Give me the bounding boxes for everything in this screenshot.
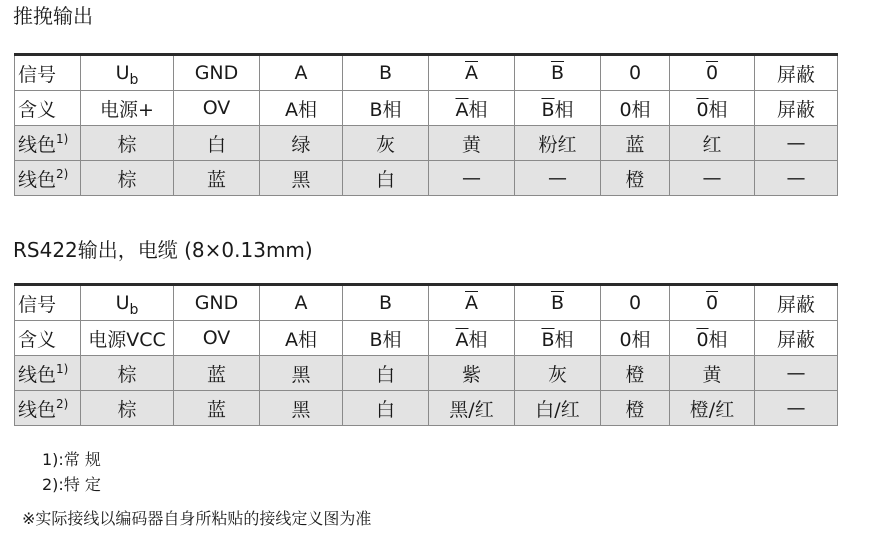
wiring-disclaimer: ※实际接线以编码器自身所粘贴的接线定义图为准 bbox=[22, 509, 372, 528]
table-cell bbox=[174, 285, 260, 321]
cell-text: A bbox=[294, 292, 308, 314]
footnote-marker: 2) bbox=[56, 166, 69, 181]
overlined-signal: $\overline{A}$ bbox=[455, 328, 469, 351]
cell-text: 线色 bbox=[18, 168, 57, 191]
table-cell bbox=[260, 391, 343, 426]
table-cell bbox=[670, 391, 755, 426]
cell-text: 含义 bbox=[18, 98, 57, 121]
footnote-standard: 1):常 规 bbox=[42, 450, 101, 469]
cell-text: 紫 bbox=[461, 363, 481, 386]
table-cell bbox=[429, 356, 515, 391]
cell-text: OV bbox=[202, 327, 231, 349]
table-cell bbox=[260, 91, 343, 126]
table-cell bbox=[81, 126, 174, 161]
table-cell bbox=[343, 391, 429, 426]
table-cell bbox=[515, 55, 601, 91]
table-cell bbox=[670, 161, 755, 196]
wiring-table-push-pull bbox=[14, 53, 838, 196]
table-cell bbox=[601, 126, 670, 161]
cell-text: 灰 bbox=[375, 133, 395, 156]
cell-text: 相 bbox=[554, 98, 574, 121]
cell-text: B相 bbox=[369, 98, 402, 121]
cell-text: 棕 bbox=[117, 363, 137, 386]
overlined-signal: $\overline{A}$ bbox=[455, 98, 469, 121]
row-label-cell bbox=[15, 391, 81, 426]
subscript: b bbox=[129, 302, 139, 318]
cell-text: 线色 bbox=[18, 133, 57, 156]
cell-text: — bbox=[548, 167, 567, 189]
cell-text: 黑/红 bbox=[449, 398, 494, 421]
table-cell bbox=[343, 285, 429, 321]
table-row bbox=[15, 126, 838, 161]
cell-text: 白 bbox=[206, 133, 226, 156]
cell-text: $\overline{B}$ bbox=[550, 292, 565, 314]
table-cell bbox=[601, 391, 670, 426]
table-row bbox=[15, 161, 838, 196]
table-cell bbox=[429, 55, 515, 91]
table-cell bbox=[515, 356, 601, 391]
cell-text: A bbox=[294, 62, 308, 84]
cell-text: 电源+ bbox=[100, 98, 154, 121]
table-cell bbox=[670, 321, 755, 356]
cell-text: 棕 bbox=[117, 398, 137, 421]
cell-text: 屏蔽 bbox=[776, 328, 815, 351]
table-cell bbox=[174, 91, 260, 126]
cell-text: 黑 bbox=[291, 398, 311, 421]
cell-text: 线色 bbox=[18, 398, 57, 421]
cell-text: — bbox=[462, 167, 481, 189]
table-cell bbox=[81, 285, 174, 321]
cell-text: 信号 bbox=[18, 293, 57, 316]
table-cell bbox=[429, 285, 515, 321]
cell-text: 粉红 bbox=[538, 133, 577, 156]
table-cell bbox=[260, 126, 343, 161]
table-cell bbox=[260, 356, 343, 391]
overlined-signal: $\overline{B}$ bbox=[541, 328, 555, 351]
cell-text: B相 bbox=[369, 328, 402, 351]
table-cell bbox=[429, 391, 515, 426]
row-label-cell bbox=[15, 126, 81, 161]
table-cell bbox=[601, 285, 670, 321]
table-cell bbox=[515, 161, 601, 196]
table-cell bbox=[174, 391, 260, 426]
table-cell bbox=[81, 161, 174, 196]
subscript: b bbox=[129, 72, 139, 88]
cell-text: 黑 bbox=[291, 168, 311, 191]
cell-text: 灰 bbox=[547, 363, 567, 386]
table-cell bbox=[343, 126, 429, 161]
row-label-cell bbox=[15, 321, 81, 356]
table-cell bbox=[601, 91, 670, 126]
table-cell bbox=[81, 391, 174, 426]
table-cell bbox=[429, 126, 515, 161]
cell-text: 0 bbox=[628, 292, 642, 314]
cell-text: 白 bbox=[375, 398, 395, 421]
overlined-signal: 0 bbox=[696, 98, 709, 121]
wiring-table-rs422 bbox=[14, 283, 838, 426]
table-cell bbox=[601, 55, 670, 91]
cell-text: — bbox=[786, 362, 806, 384]
cell-text: $\overline{A}$ bbox=[465, 292, 478, 314]
cell-text: 白 bbox=[375, 363, 395, 386]
table-header-row bbox=[15, 285, 838, 321]
table-cell bbox=[429, 161, 515, 196]
cell-text: 蓝 bbox=[206, 363, 226, 386]
table-cell bbox=[670, 55, 755, 91]
table-cell bbox=[81, 55, 174, 91]
table-cell bbox=[260, 321, 343, 356]
cell-text: 黑 bbox=[291, 363, 311, 386]
cell-text: 橙 bbox=[625, 168, 645, 191]
table-cell bbox=[81, 321, 174, 356]
cell-text: 含义 bbox=[18, 328, 57, 351]
table-cell bbox=[601, 161, 670, 196]
cell-text: A相 bbox=[285, 328, 317, 351]
cell-text: 线色 bbox=[18, 363, 57, 386]
table-cell bbox=[343, 161, 429, 196]
table-cell bbox=[174, 126, 260, 161]
cell-text: 相 bbox=[468, 98, 488, 121]
table-cell bbox=[755, 91, 838, 126]
table-row bbox=[15, 321, 838, 356]
cell-text: 屏蔽 bbox=[776, 293, 815, 316]
table-cell bbox=[601, 356, 670, 391]
table-cell bbox=[515, 126, 601, 161]
cell-text: 相 bbox=[468, 328, 488, 351]
table-header-row bbox=[15, 55, 838, 91]
cell-text: 橙/红 bbox=[689, 398, 735, 421]
cell-text: GND bbox=[194, 292, 239, 314]
cell-text: 0 bbox=[628, 62, 642, 84]
cell-text: 黄 bbox=[702, 363, 722, 386]
cell-text: — bbox=[786, 167, 806, 189]
cell-text: OV bbox=[202, 97, 231, 119]
cell-text: B bbox=[378, 62, 393, 84]
table-cell bbox=[755, 126, 838, 161]
table-cell bbox=[515, 285, 601, 321]
table-row bbox=[15, 91, 838, 126]
table-cell bbox=[260, 285, 343, 321]
cell-text: 黄 bbox=[461, 133, 481, 156]
footnote-marker: 1) bbox=[56, 361, 69, 376]
cell-text: GND bbox=[194, 62, 239, 84]
table-cell bbox=[755, 321, 838, 356]
table-cell bbox=[343, 55, 429, 91]
row-label-cell bbox=[15, 161, 81, 196]
cell-text: 0 bbox=[705, 62, 719, 84]
cell-text: B bbox=[378, 292, 393, 314]
cell-text: 绿 bbox=[291, 133, 311, 156]
table-cell bbox=[343, 321, 429, 356]
cell-text: A相 bbox=[285, 98, 317, 121]
overlined-signal: $\overline{B}$ bbox=[541, 98, 555, 121]
cell-text: U bbox=[115, 62, 130, 84]
cell-text: 屏蔽 bbox=[776, 98, 815, 121]
cell-text: 蓝 bbox=[625, 133, 645, 156]
section-title-rs422: RS422输出，电缆 (8×0.13mm) bbox=[13, 238, 313, 262]
table-cell bbox=[670, 356, 755, 391]
table-row bbox=[15, 356, 838, 391]
row-label-cell bbox=[15, 356, 81, 391]
cell-text: U bbox=[115, 292, 130, 314]
table-cell bbox=[601, 321, 670, 356]
table-cell bbox=[755, 356, 838, 391]
table-cell bbox=[755, 55, 838, 91]
table-cell bbox=[343, 91, 429, 126]
table-cell bbox=[515, 321, 601, 356]
cell-text: 相 bbox=[708, 98, 728, 121]
cell-text: $\overline{B}$ bbox=[550, 62, 565, 84]
table-cell bbox=[174, 55, 260, 91]
table-row bbox=[15, 391, 838, 426]
section-title-push-pull: 推挽输出 bbox=[13, 4, 93, 28]
cell-text: — bbox=[786, 132, 806, 154]
table-cell bbox=[343, 356, 429, 391]
row-label-cell bbox=[15, 55, 81, 91]
table-cell bbox=[81, 91, 174, 126]
cell-text: 蓝 bbox=[206, 168, 226, 191]
table-cell bbox=[515, 91, 601, 126]
cell-text: $\overline{A}$ bbox=[465, 62, 478, 84]
cell-text: 棕 bbox=[117, 168, 137, 191]
cell-text: 橙 bbox=[625, 363, 645, 386]
table-cell bbox=[260, 55, 343, 91]
table-cell bbox=[260, 161, 343, 196]
cell-text: 相 bbox=[708, 328, 728, 351]
cell-text: 屏蔽 bbox=[776, 63, 815, 86]
table-cell bbox=[429, 91, 515, 126]
table-cell bbox=[81, 356, 174, 391]
cell-text: — bbox=[786, 397, 806, 419]
table-cell bbox=[670, 285, 755, 321]
overlined-signal: 0 bbox=[696, 328, 709, 351]
table-cell bbox=[755, 285, 838, 321]
table-cell bbox=[174, 321, 260, 356]
footnote-marker: 1) bbox=[56, 131, 69, 146]
cell-text: 棕 bbox=[117, 133, 137, 156]
row-label-cell bbox=[15, 285, 81, 321]
cell-text: 蓝 bbox=[206, 398, 226, 421]
cell-text: 0相 bbox=[619, 328, 651, 351]
cell-text: 0 bbox=[705, 292, 719, 314]
table-cell bbox=[755, 161, 838, 196]
cell-text: 相 bbox=[554, 328, 574, 351]
cell-text: — bbox=[702, 167, 722, 189]
footnote-marker: 2) bbox=[56, 396, 69, 411]
cell-text: 白/红 bbox=[535, 398, 580, 421]
footnote-special: 2):特 定 bbox=[42, 475, 101, 494]
cell-text: 信号 bbox=[18, 63, 57, 86]
cell-text: 红 bbox=[702, 133, 722, 156]
cell-text: 0相 bbox=[619, 98, 651, 121]
table-cell bbox=[174, 356, 260, 391]
table-cell bbox=[670, 91, 755, 126]
table-cell bbox=[670, 126, 755, 161]
cell-text: 橙 bbox=[625, 398, 645, 421]
row-label-cell bbox=[15, 91, 81, 126]
table-cell bbox=[515, 391, 601, 426]
table-cell bbox=[755, 391, 838, 426]
cell-text: 电源VCC bbox=[88, 328, 166, 351]
cell-text: 白 bbox=[375, 168, 395, 191]
table-cell bbox=[429, 321, 515, 356]
table-cell bbox=[174, 161, 260, 196]
